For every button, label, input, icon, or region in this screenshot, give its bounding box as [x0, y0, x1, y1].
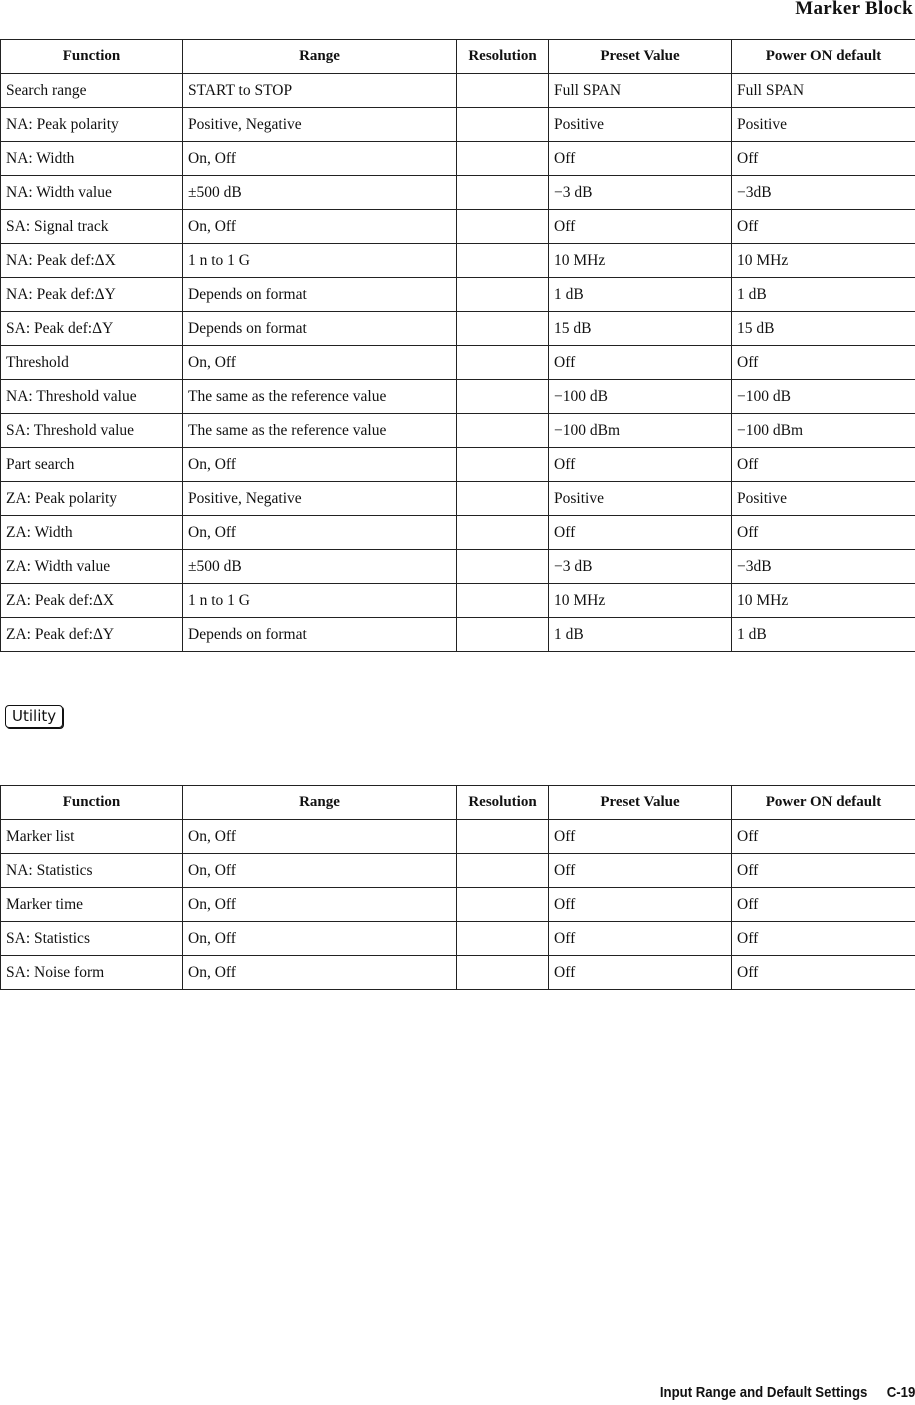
preset-value-cell: 1 dB	[549, 278, 732, 312]
preset-value-cell: Off	[549, 448, 732, 482]
preset-value-cell: −100 dB	[549, 380, 732, 414]
power-on-default-cell: 10 MHz	[732, 584, 915, 618]
column-header-resolution: Resolution	[457, 786, 549, 820]
table-row	[1, 74, 915, 108]
range-cell: Depends on format	[183, 618, 457, 652]
preset-value-cell: Off	[549, 820, 732, 854]
power-on-default-cell: Off	[732, 142, 915, 176]
function-cell: Threshold	[1, 346, 183, 380]
power-on-default-cell: Off	[732, 448, 915, 482]
range-cell: The same as the reference value	[183, 380, 457, 414]
preset-value-cell: −3 dB	[549, 550, 732, 584]
resolution-cell	[457, 414, 549, 448]
column-header-range: Range	[183, 786, 457, 820]
range-cell: On, Off	[183, 448, 457, 482]
resolution-cell	[457, 482, 549, 516]
resolution-cell	[457, 142, 549, 176]
power-on-default-cell: Off	[732, 888, 915, 922]
range-cell: Positive, Negative	[183, 108, 457, 142]
table-row	[1, 142, 915, 176]
range-cell: On, Off	[183, 854, 457, 888]
marker-block-table	[0, 39, 915, 652]
column-header-preset-value: Preset Value	[549, 786, 732, 820]
table-row	[1, 922, 915, 956]
function-cell: ZA: Width	[1, 516, 183, 550]
function-cell: SA: Threshold value	[1, 414, 183, 448]
power-on-default-cell: −3dB	[732, 550, 915, 584]
table-row	[1, 956, 915, 990]
utility-table	[0, 785, 915, 990]
range-cell: Positive, Negative	[183, 482, 457, 516]
table-row	[1, 584, 915, 618]
preset-value-cell: 10 MHz	[549, 584, 732, 618]
function-cell: NA: Threshold value	[1, 380, 183, 414]
function-cell: NA: Width value	[1, 176, 183, 210]
function-cell: NA: Peak polarity	[1, 108, 183, 142]
preset-value-cell: Off	[549, 346, 732, 380]
range-cell: ±500 dB	[183, 550, 457, 584]
function-cell: SA: Signal track	[1, 210, 183, 244]
range-cell: 1 n to 1 G	[183, 244, 457, 278]
table-row	[1, 550, 915, 584]
resolution-cell	[457, 820, 549, 854]
resolution-cell	[457, 584, 549, 618]
function-cell: NA: Peak def:ΔX	[1, 244, 183, 278]
column-header-power-on-default: Power ON default	[732, 40, 915, 74]
preset-value-cell: Positive	[549, 108, 732, 142]
table-row	[1, 176, 915, 210]
range-cell: 1 n to 1 G	[183, 584, 457, 618]
resolution-cell	[457, 312, 549, 346]
preset-value-cell: Off	[549, 956, 732, 990]
range-cell: The same as the reference value	[183, 414, 457, 448]
function-cell: Part search	[1, 448, 183, 482]
power-on-default-cell: 1 dB	[732, 278, 915, 312]
resolution-cell	[457, 278, 549, 312]
page-number: C-19	[886, 1384, 915, 1401]
function-cell: ZA: Width value	[1, 550, 183, 584]
page-title: Marker Block	[795, 0, 913, 19]
resolution-cell	[457, 618, 549, 652]
resolution-cell	[457, 176, 549, 210]
function-cell: SA: Statistics	[1, 922, 183, 956]
range-cell: On, Off	[183, 956, 457, 990]
preset-value-cell: Off	[549, 888, 732, 922]
table-row	[1, 854, 915, 888]
preset-value-cell: Off	[549, 142, 732, 176]
preset-value-cell: 10 MHz	[549, 244, 732, 278]
power-on-default-cell: Positive	[732, 482, 915, 516]
column-header-function: Function	[1, 786, 183, 820]
footer-section-title: Input Range and Default Settings	[659, 1384, 868, 1401]
table-row	[1, 278, 915, 312]
range-cell: On, Off	[183, 142, 457, 176]
power-on-default-cell: Off	[732, 854, 915, 888]
column-header-resolution: Resolution	[457, 40, 549, 74]
column-header-power-on-default: Power ON default	[732, 786, 915, 820]
table-row	[1, 482, 915, 516]
resolution-cell	[457, 854, 549, 888]
table-row	[1, 414, 915, 448]
table-header-row	[1, 40, 915, 74]
function-cell: Marker time	[1, 888, 183, 922]
preset-value-cell: Off	[549, 516, 732, 550]
range-cell: Depends on format	[183, 312, 457, 346]
power-on-default-cell: Off	[732, 922, 915, 956]
preset-value-cell: Off	[549, 210, 732, 244]
table-row	[1, 888, 915, 922]
range-cell: On, Off	[183, 888, 457, 922]
function-cell: NA: Peak def:ΔY	[1, 278, 183, 312]
power-on-default-cell: Off	[732, 346, 915, 380]
preset-value-cell: Off	[549, 922, 732, 956]
table-row	[1, 820, 915, 854]
preset-value-cell: 1 dB	[549, 618, 732, 652]
function-cell: Marker list	[1, 820, 183, 854]
power-on-default-cell: −100 dB	[732, 380, 915, 414]
power-on-default-cell: −3dB	[732, 176, 915, 210]
function-cell: ZA: Peak def:ΔY	[1, 618, 183, 652]
table-row	[1, 244, 915, 278]
table-header-row	[1, 786, 915, 820]
table-row	[1, 346, 915, 380]
function-cell: ZA: Peak polarity	[1, 482, 183, 516]
resolution-cell	[457, 380, 549, 414]
preset-value-cell: −3 dB	[549, 176, 732, 210]
range-cell: On, Off	[183, 346, 457, 380]
resolution-cell	[457, 210, 549, 244]
resolution-cell	[457, 346, 549, 380]
preset-value-cell: Positive	[549, 482, 732, 516]
range-cell: Depends on format	[183, 278, 457, 312]
power-on-default-cell: Full SPAN	[732, 74, 915, 108]
table-row	[1, 210, 915, 244]
function-cell: NA: Statistics	[1, 854, 183, 888]
resolution-cell	[457, 516, 549, 550]
resolution-cell	[457, 922, 549, 956]
function-cell: Search range	[1, 74, 183, 108]
column-header-function: Function	[1, 40, 183, 74]
power-on-default-cell: Off	[732, 820, 915, 854]
power-on-default-cell: Off	[732, 516, 915, 550]
function-cell: SA: Noise form	[1, 956, 183, 990]
table-row	[1, 618, 915, 652]
resolution-cell	[457, 108, 549, 142]
power-on-default-cell: Positive	[732, 108, 915, 142]
power-on-default-cell: −100 dBm	[732, 414, 915, 448]
range-cell: On, Off	[183, 922, 457, 956]
power-on-default-cell: 1 dB	[732, 618, 915, 652]
preset-value-cell: −100 dBm	[549, 414, 732, 448]
range-cell: On, Off	[183, 820, 457, 854]
resolution-cell	[457, 74, 549, 108]
range-cell: ±500 dB	[183, 176, 457, 210]
resolution-cell	[457, 448, 549, 482]
table-row	[1, 448, 915, 482]
range-cell: START to STOP	[183, 74, 457, 108]
preset-value-cell: 15 dB	[549, 312, 732, 346]
function-cell: ZA: Peak def:ΔX	[1, 584, 183, 618]
column-header-range: Range	[183, 40, 457, 74]
function-cell: SA: Peak def:ΔY	[1, 312, 183, 346]
power-on-default-cell: Off	[732, 210, 915, 244]
power-on-default-cell: 10 MHz	[732, 244, 915, 278]
preset-value-cell: Full SPAN	[549, 74, 732, 108]
table-row	[1, 108, 915, 142]
utility-key-label: Utility	[5, 705, 63, 728]
resolution-cell	[457, 956, 549, 990]
resolution-cell	[457, 550, 549, 584]
table-row	[1, 312, 915, 346]
power-on-default-cell: 15 dB	[732, 312, 915, 346]
function-cell: NA: Width	[1, 142, 183, 176]
range-cell: On, Off	[183, 516, 457, 550]
resolution-cell	[457, 244, 549, 278]
page-footer	[659, 1384, 915, 1401]
table-row	[1, 516, 915, 550]
power-on-default-cell: Off	[732, 956, 915, 990]
range-cell: On, Off	[183, 210, 457, 244]
column-header-preset-value: Preset Value	[549, 40, 732, 74]
table-row	[1, 380, 915, 414]
preset-value-cell: Off	[549, 854, 732, 888]
resolution-cell	[457, 888, 549, 922]
